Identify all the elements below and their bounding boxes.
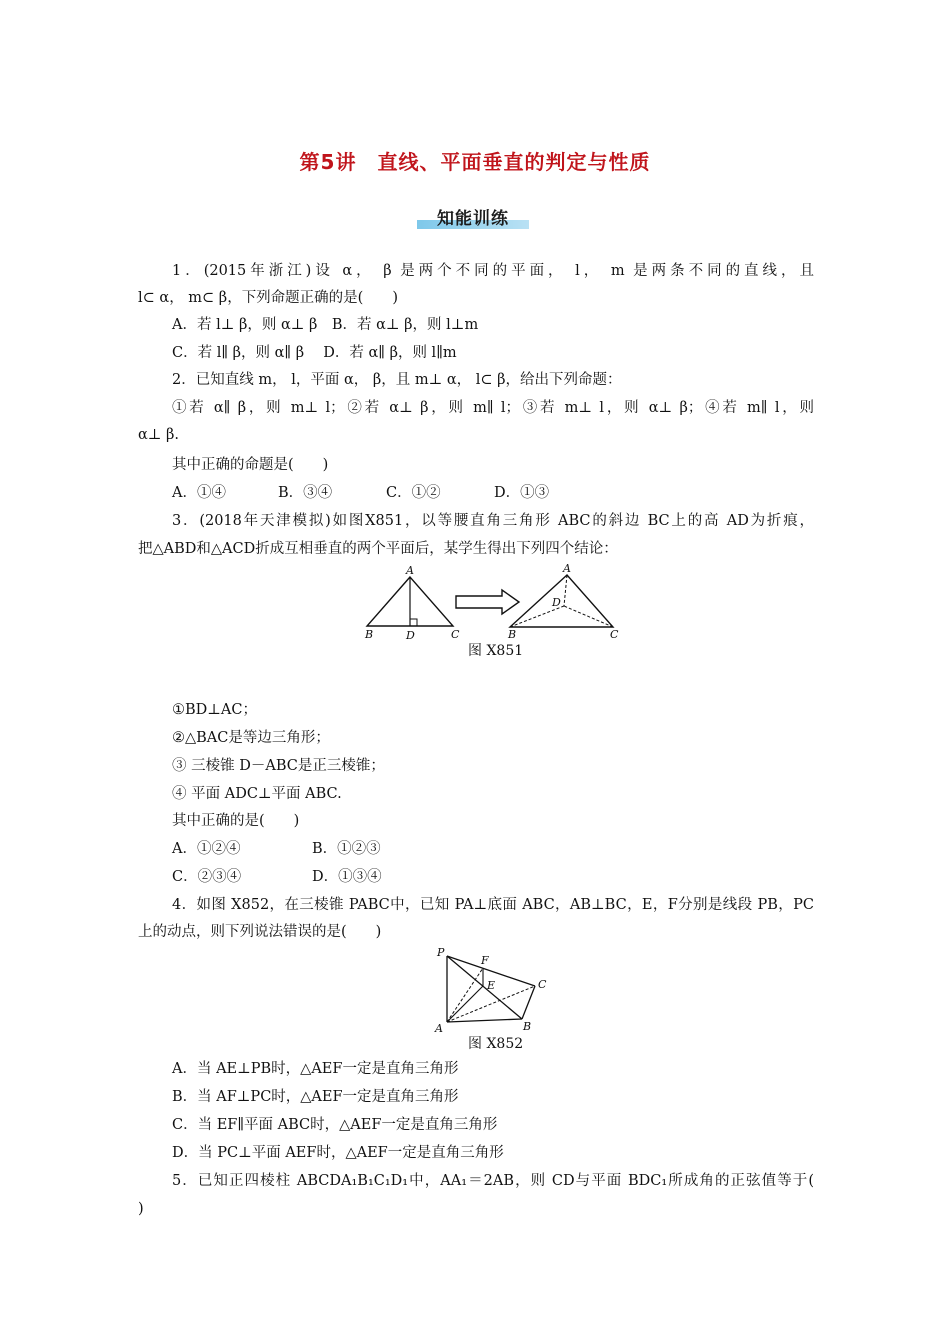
label-c-right: C (610, 628, 619, 641)
q4-stem-line-1: 4．如图 X852，在三棱锥 PABC中，已知 PA⊥底面 ABC，AB⊥BC，E，F分别是线段 PB，PC (172, 897, 814, 913)
label-a: A (435, 1022, 443, 1034)
q1-stem-line-1: 1．(2015年浙江)设 α， β 是两个不同的平面， l， m 是两条不同的直线，且 (172, 263, 814, 279)
q4-option-a: A．当 AE⊥PB时，△AEF一定是直角三角形 (172, 1061, 459, 1077)
label-a-right: A (563, 562, 571, 575)
label-d-right: D (552, 596, 561, 609)
page-title: 第5讲 直线、平面垂直的判定与性质 (299, 150, 651, 174)
folded-pyramid-outline (510, 575, 613, 627)
figure-x851 (355, 562, 630, 642)
q3-conclusion-4: ④ 平面 ADC⊥平面 ABC. (172, 786, 342, 802)
edge-cd-hidden (564, 606, 613, 627)
q2-ask: 其中正确的命题是( ) (172, 457, 329, 473)
fold-arrow-icon (456, 590, 519, 614)
right-angle-mark (410, 619, 417, 626)
q3-option-d: D．①③④ (312, 869, 382, 885)
label-b-right: B (508, 628, 517, 641)
segment-ae (447, 986, 483, 1022)
q2-option-d: D．①③ (494, 485, 550, 501)
label-b-left: B (365, 628, 374, 641)
q4-stem-line-2: 上的动点，则下列说法错误的是( ) (138, 924, 382, 940)
q2-stem-line-1: 2．已知直线 m， l，平面 α， β，且 m⊥ α， l⊂ β，给出下列命题： (172, 372, 622, 388)
q2-stem-line-2: ①若 α∥ β，则 m⊥ l；②若 α⊥ β，则 m∥ l；③若 m⊥ l，则 α⊥ β；④若 m∥ l，则 (172, 400, 814, 416)
q3-stem-line-1: 3．(2018年天津模拟)如图X851，以等腰直角三角形 ABC的斜边 BC上的高 AD为折痕， (172, 513, 814, 529)
label-d-left: D (406, 629, 415, 642)
q3-stem-line-2: 把△ABD和△ACD折成互相垂直的两个平面后，某学生得出下列四个结论： (138, 541, 618, 557)
q2-option-c: C．①② (386, 485, 441, 501)
q2-option-b: B．③④ (278, 485, 333, 501)
label-f: F (481, 954, 489, 967)
label-a-left: A (406, 564, 414, 577)
q3-ask: 其中正确的是( ) (172, 813, 300, 829)
q3-option-a: A．①②④ (172, 841, 241, 857)
edge-ad-hidden (564, 575, 567, 606)
q3-conclusion-3: ③ 三棱锥 D－ABC是正三棱锥； (172, 758, 385, 774)
q3-option-b: B．①②③ (312, 841, 381, 857)
q2-option-a: A．①④ (172, 485, 226, 501)
section-badge (413, 204, 533, 230)
label-p: P (437, 946, 445, 959)
q1-options-ab: A．若 l⊥ β，则 α⊥ β B．若 α⊥ β，则 l⊥m (172, 317, 479, 333)
label-c: C (538, 978, 547, 991)
label-b: B (523, 1020, 532, 1033)
q5-stem-line-1: 5．已知正四棱柱 ABCDA₁B₁C₁D₁中，AA₁＝2AB，则 CD与平面 BDC₁所成角的正弦值等于( (172, 1173, 814, 1189)
figure-x852-caption: 图 X852 (468, 1036, 524, 1052)
badge-label: 知能训练 (437, 209, 509, 229)
q4-option-c: C．当 EF∥平面 ABC时，△AEF一定是直角三角形 (172, 1117, 498, 1133)
segment-af (447, 968, 483, 1022)
figure-x851-caption: 图 X851 (468, 643, 524, 659)
q5-stem-line-2: ) (138, 1201, 144, 1217)
label-e: E (487, 979, 496, 992)
q1-options-cd: C．若 l∥ β，则 α∥ β D．若 α∥ β，则 l∥m (172, 345, 457, 361)
edge-ab (447, 1019, 522, 1022)
q2-stem-line-3: α⊥ β. (138, 427, 180, 443)
q3-conclusion-2: ②△BAC是等边三角形； (172, 730, 330, 746)
q1-stem-line-2: l⊂ α， m⊂ β，下列命题正确的是( ) (138, 290, 399, 306)
q3-option-c: C．②③④ (172, 869, 242, 885)
edge-bd-hidden (510, 606, 564, 627)
label-c-left: C (451, 628, 460, 641)
q4-option-b: B．当 AF⊥PC时，△AEF一定是直角三角形 (172, 1089, 459, 1105)
q3-conclusion-1: ①BD⊥AC； (172, 702, 257, 718)
q4-option-d: D．当 PC⊥平面 AEF时，△AEF一定是直角三角形 (172, 1145, 504, 1161)
figure-x852 (430, 944, 560, 1034)
